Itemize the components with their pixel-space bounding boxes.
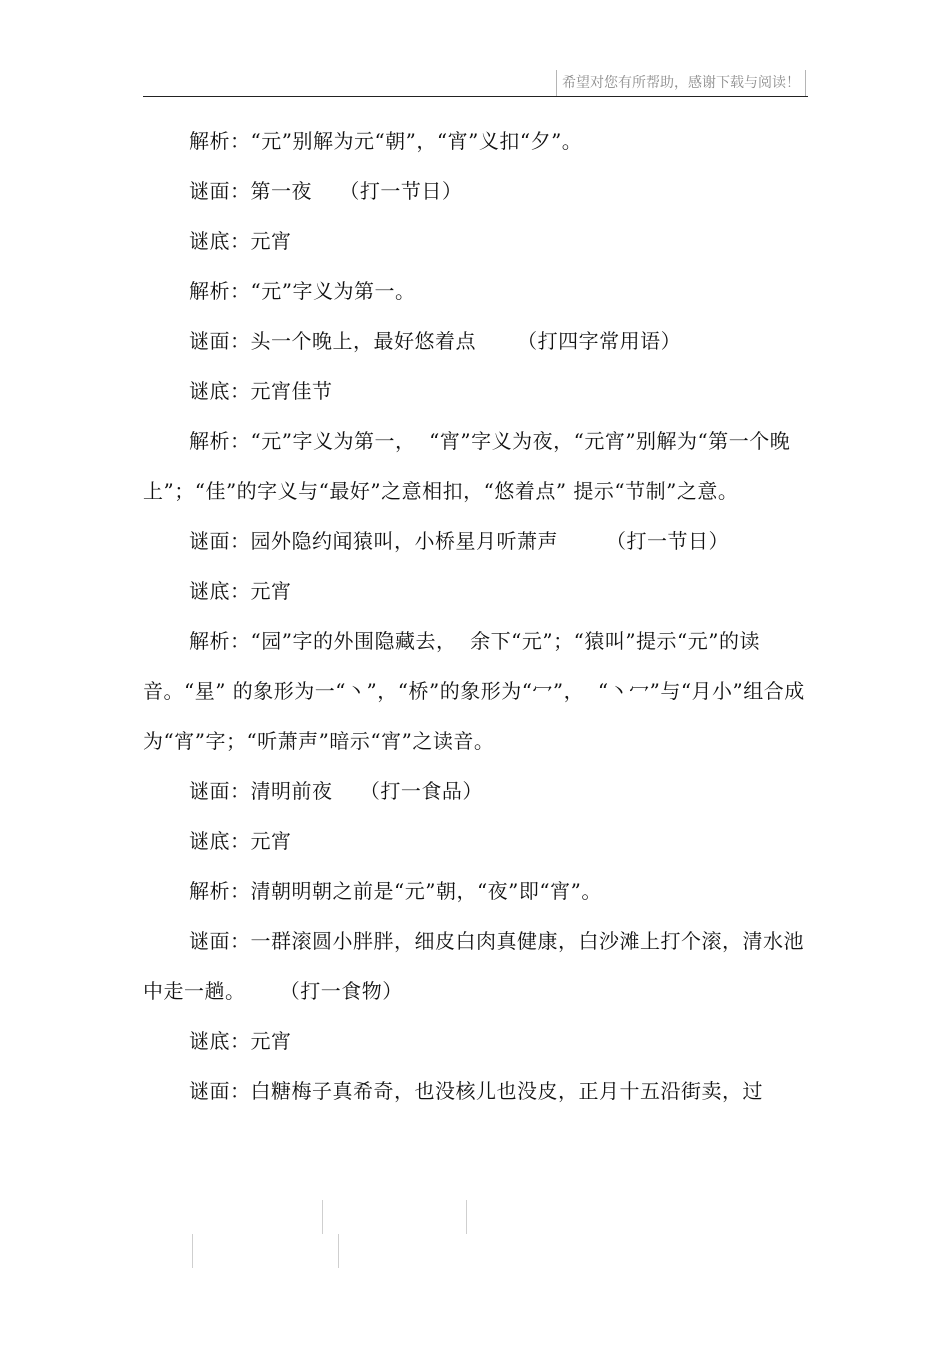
- paragraph: 谜面：第一夜 （打一节日）: [189, 179, 463, 203]
- scan-line: [466, 1200, 467, 1234]
- paragraph: 谜底：元宵佳节: [189, 379, 333, 403]
- paragraph: 谜底：元宵: [189, 829, 292, 853]
- paragraph: 谜面：一群滚圆小胖胖，细皮白肉真健康，白沙滩上打个滚，清水池中走一趟。 （打一食物）: [143, 929, 804, 1003]
- header-rule: [143, 96, 808, 97]
- paragraph: 解析：“元”字义为第一， “宵”字义为夜，“元宵”别解为“第一个晚上”；“佳”的字义与“最好”之意相扣，“悠着点” 提示“节制”之意。: [143, 429, 791, 503]
- paragraph: 解析：“园”字的外围隐藏去， 余下“元”；“猿叫”提示“元”的读音。“星” 的象形为一“丶”，“桥”的象形为“冖”， “丶冖”与“月小”组合成为“宵”字；“听萧声”暗示“宵”之读音。: [143, 629, 805, 753]
- document-body: [143, 116, 808, 1116]
- scan-line: [322, 1200, 323, 1234]
- paragraph: 谜面：白糖梅子真希奇，也没核儿也没皮，正月十五沿街卖，过: [189, 1079, 763, 1103]
- scan-line: [192, 1234, 193, 1268]
- paragraph: 解析：“元”字义为第一。: [189, 279, 416, 303]
- paragraph: 谜底：元宵: [189, 229, 292, 253]
- paragraph: 谜面：头一个晚上，最好悠着点 （打四字常用语）: [189, 329, 682, 353]
- paragraph: 谜底：元宵: [189, 579, 292, 603]
- paragraph: 谜面：清明前夜 （打一食品）: [189, 779, 483, 803]
- scan-line: [338, 1234, 339, 1268]
- header-badge: 希望对您有所帮助，感谢下载与阅读！: [556, 70, 806, 96]
- paragraph: 谜底：元宵: [189, 1029, 292, 1053]
- paragraph: 解析：清朝明朝之前是“元”朝，“夜”即“宵”。: [189, 879, 602, 903]
- paragraph: 解析：“元”别解为元“朝”，“宵”义扣“夕”。: [189, 129, 583, 153]
- paragraph: 谜面：园外隐约闻猿叫，小桥星月听萧声 （打一节日）: [189, 529, 730, 553]
